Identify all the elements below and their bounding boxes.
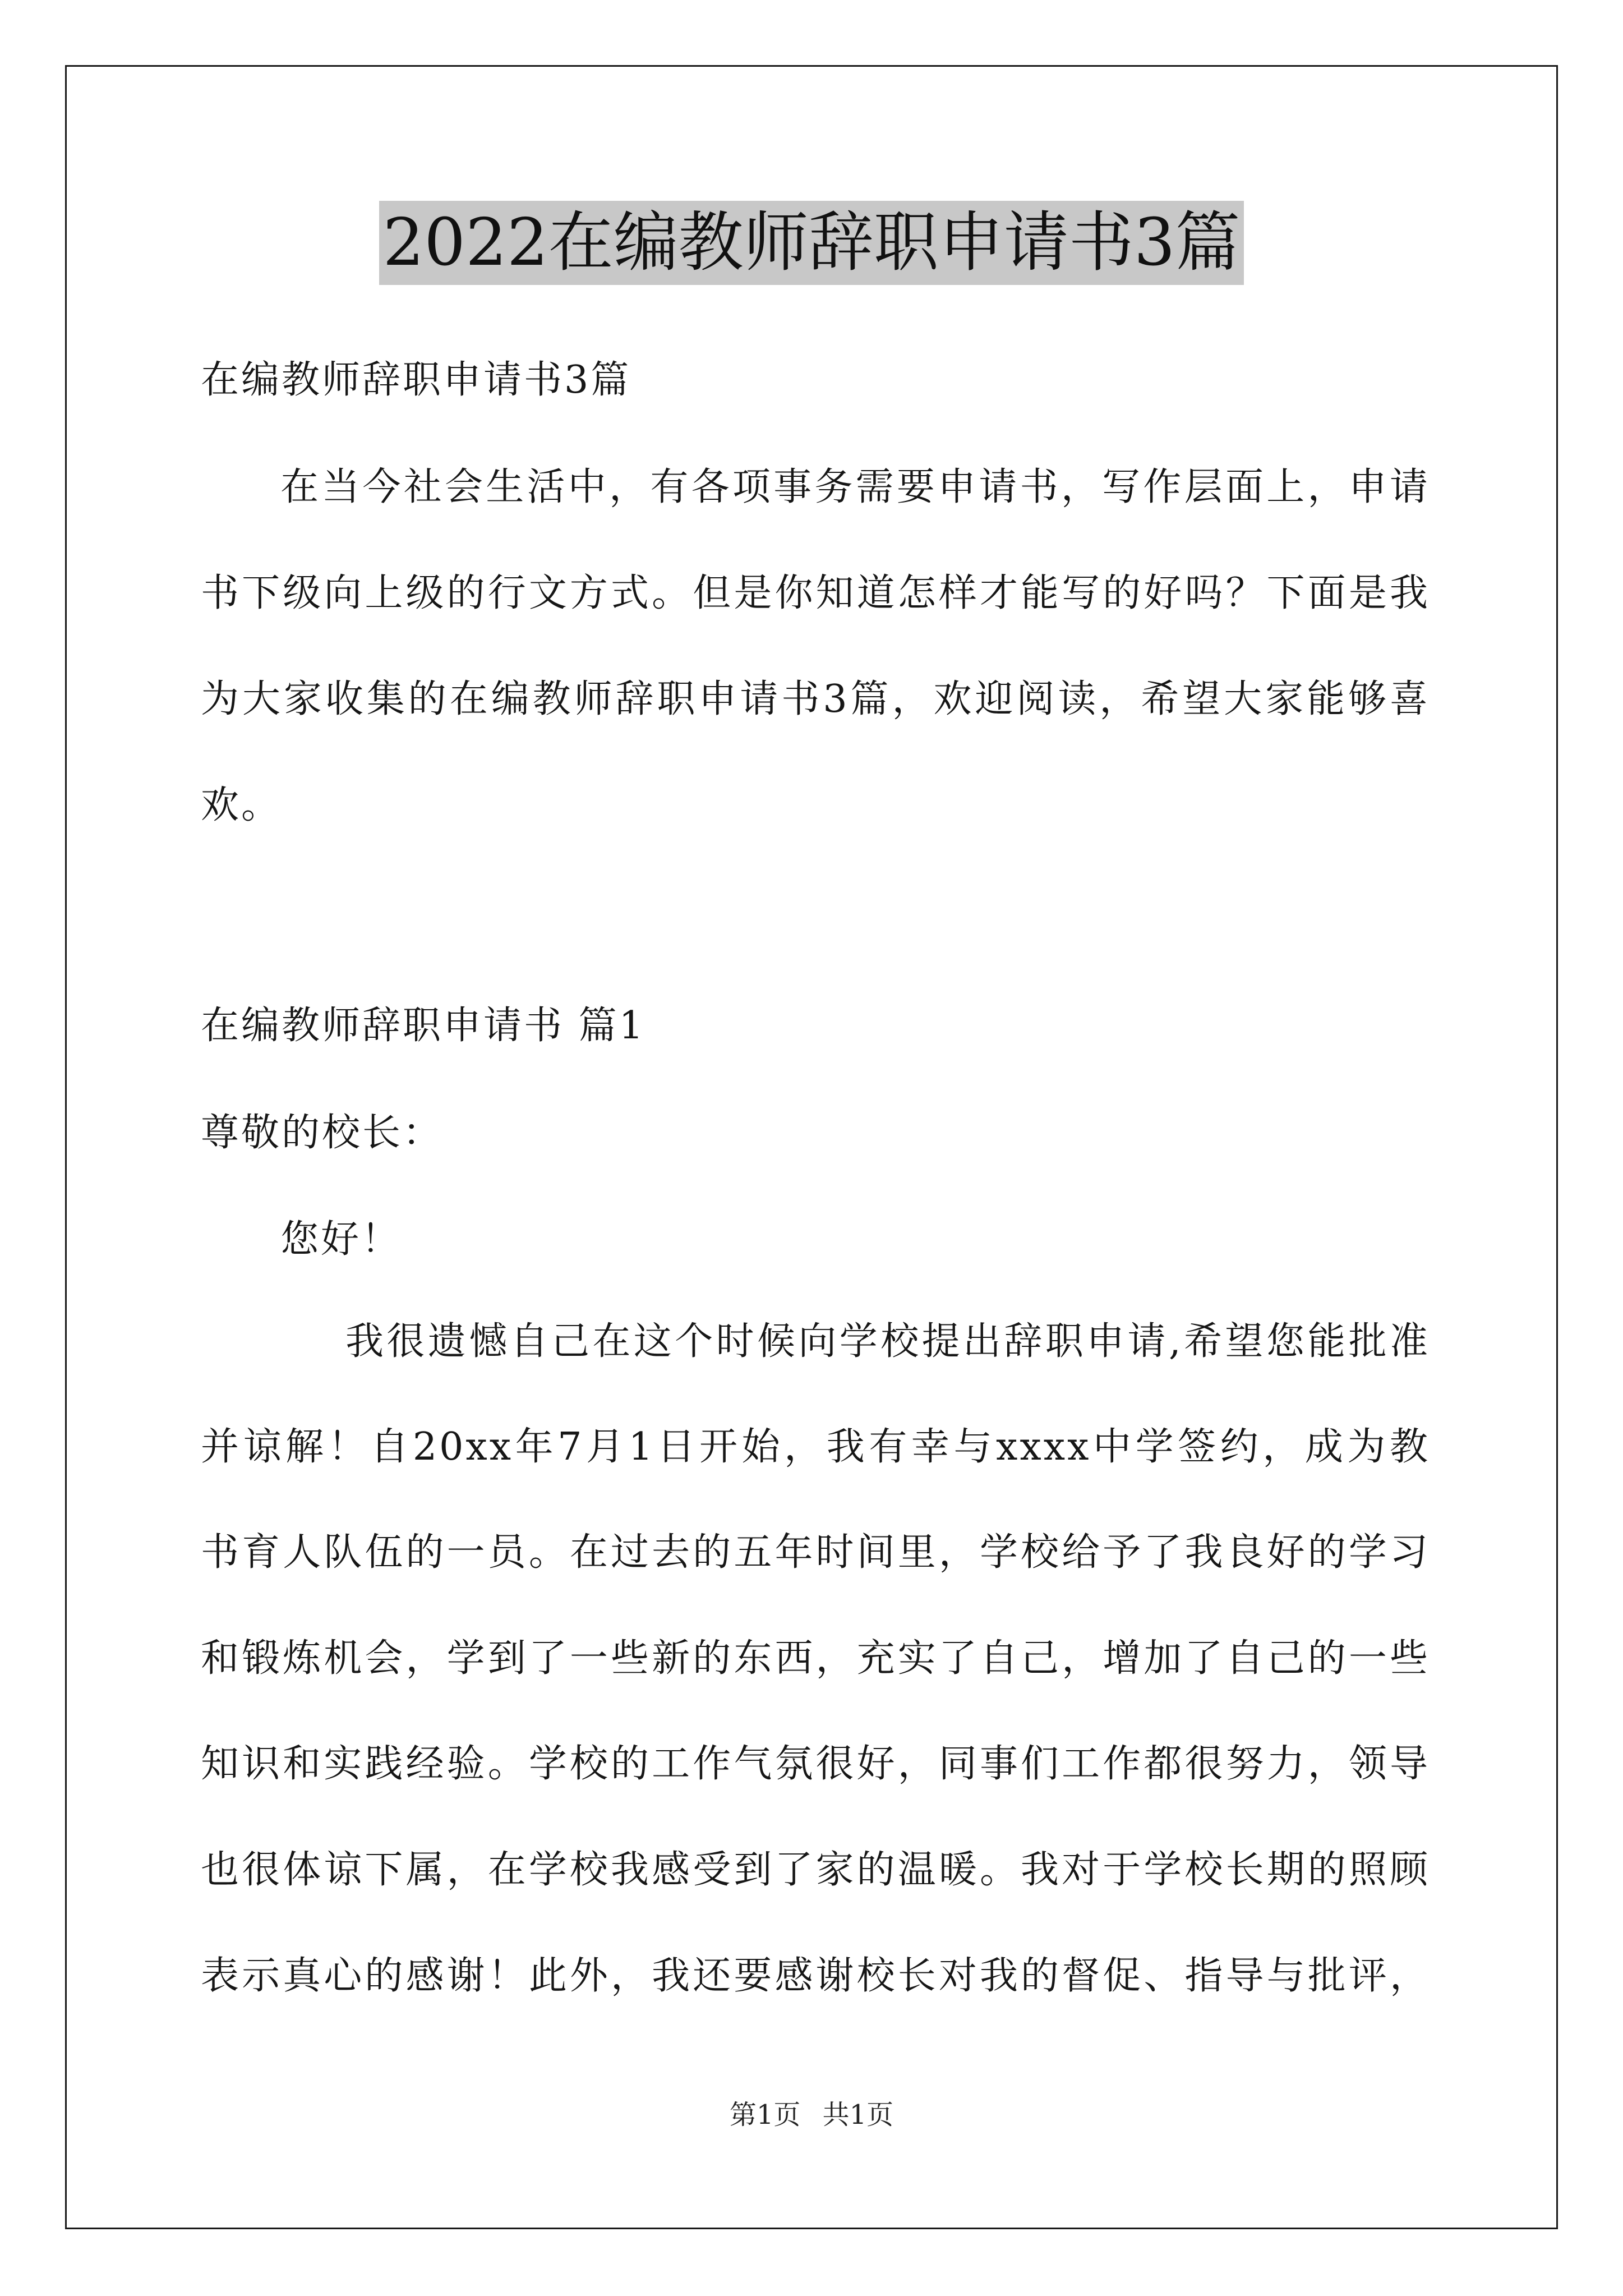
- intro-line-2: 书下级向上级的行文方式。但是你知道怎样才能写的好吗？下面是我: [201, 571, 1430, 615]
- document-title: 2022在编教师辞职申请书3篇: [379, 201, 1243, 285]
- body-line-5: 知识和实践经验。学校的工作气氛很好，同事们工作都很努力，领导: [201, 1742, 1430, 1786]
- subtitle: 在编教师辞职申请书3篇: [201, 358, 631, 402]
- intro-line-3: 为大家收集的在编教师辞职申请书3篇，欢迎阅读，希望大家能够喜: [201, 677, 1430, 721]
- body-line-7: 表示真心的感谢！此外，我还要感谢校长对我的督促、指导与批评，: [201, 1954, 1430, 1998]
- title-container: [0, 201, 1623, 285]
- page-total: 共1页: [822, 2099, 894, 2131]
- body-line-6: 也很体谅下属，在学校我感受到了家的温暖。我对于学校长期的照顾: [201, 1848, 1430, 1892]
- intro-line-1: 在当今社会生活中，有各项事务需要申请书，写作层面上，申请: [280, 465, 1430, 509]
- body-line-4: 和锻炼机会，学到了一些新的东西，充实了自己，增加了自己的一些: [201, 1636, 1430, 1681]
- page-number: 第1页: [729, 2099, 801, 2131]
- section-heading: 在编教师辞职申请书 篇1: [201, 1004, 645, 1048]
- body-line-2: 并谅解！自20xx年7月1日开始，我有幸与xxxx中学签约，成为教: [201, 1425, 1430, 1469]
- greeting: 您好！: [280, 1217, 402, 1262]
- salutation: 尊敬的校长：: [201, 1111, 444, 1155]
- intro-line-4: 欢。: [201, 783, 282, 827]
- page-footer: [0, 2098, 1623, 2132]
- body-line-1: 我很遗憾自己在这个时候向学校提出辞职申请,希望您能批准: [345, 1319, 1430, 1364]
- body-line-3: 书育人队伍的一员。在过去的五年时间里，学校给予了我良好的学习: [201, 1530, 1430, 1575]
